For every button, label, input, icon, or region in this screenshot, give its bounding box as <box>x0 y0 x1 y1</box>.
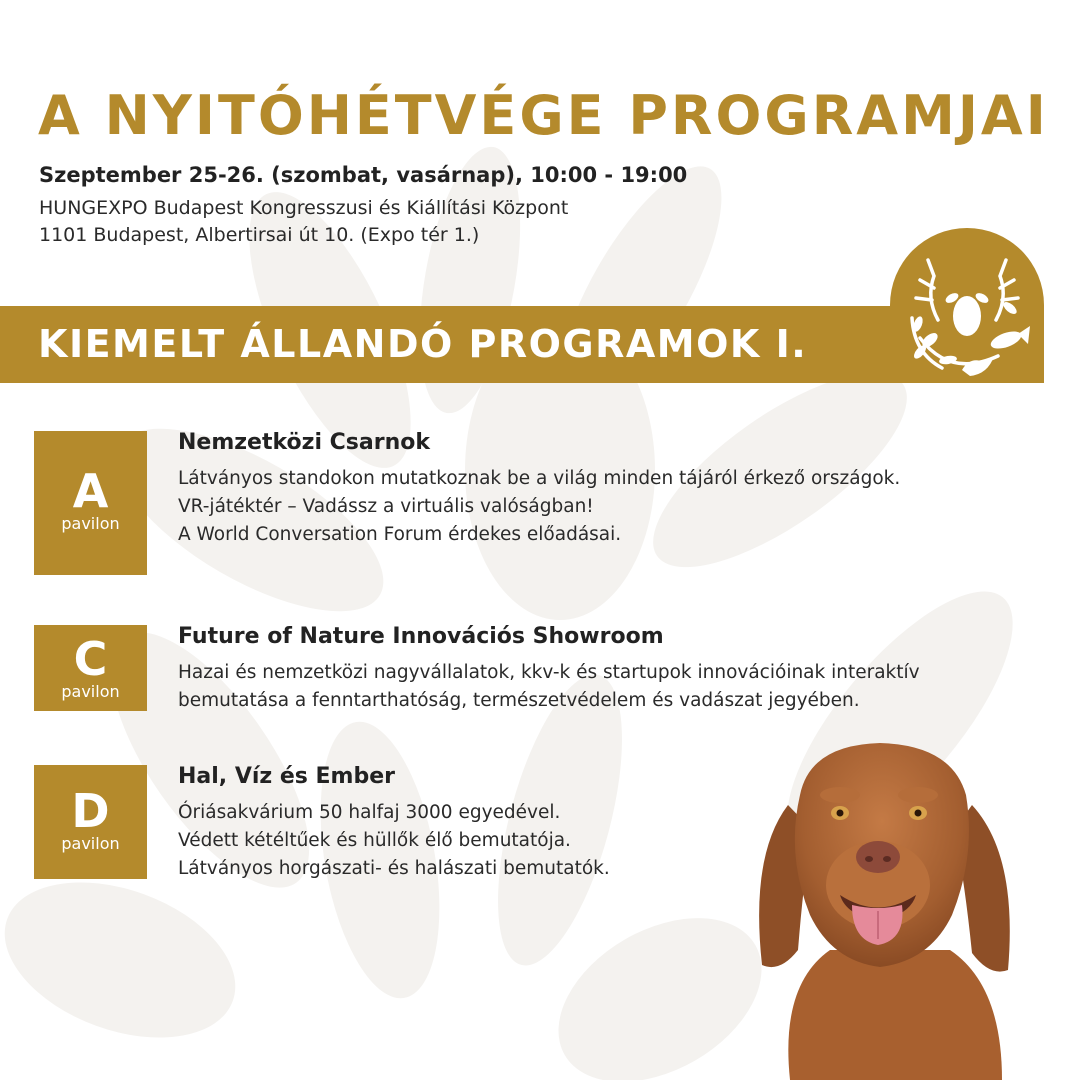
pavilion-badge-d <box>34 765 147 879</box>
program-line: A World Conversation Forum érdekes előadásai. <box>178 524 622 545</box>
pavilion-word: pavilon <box>61 682 120 701</box>
pavilion-letter: C <box>73 632 108 686</box>
page-title: A NYITÓHÉTVÉGE PROGRAMJAI <box>38 84 1049 147</box>
program-line: Látványos horgászati- és halászati bemutatók. <box>178 858 610 879</box>
program-description <box>178 799 610 883</box>
section-banner <box>0 306 1043 383</box>
vizsla-dog-image <box>740 735 1040 1080</box>
venue-address <box>39 195 568 249</box>
section-title: KIEMELT ÁLLANDÓ PROGRAMOK I. <box>38 322 808 366</box>
pavilion-letter: D <box>71 784 110 838</box>
pavilion-letter: A <box>72 464 109 518</box>
venue-name: HUNGEXPO Budapest Kongresszusi és Kiállítási Központ <box>39 197 569 219</box>
program-description <box>178 659 920 715</box>
program-line: bemutatása a fenntarthatóság, természetvédelem és vadászat jegyében. <box>178 690 860 711</box>
pavilion-badge-a <box>34 431 147 575</box>
program-title: Hal, Víz és Ember <box>178 764 395 789</box>
program-description <box>178 465 900 549</box>
street-address: 1101 Budapest, Albertirsai út 10. (Expo tér 1.) <box>39 224 480 246</box>
program-line: Óriásakvárium 50 halfaj 3000 egyedével. <box>178 802 561 823</box>
program-title: Nemzetközi Csarnok <box>178 430 431 455</box>
pavilion-word: pavilon <box>61 834 120 853</box>
program-title: Future of Nature Innovációs Showroom <box>178 624 664 649</box>
event-date: Szeptember 25-26. (szombat, vasárnap), 10:00 - 19:00 <box>39 163 688 187</box>
program-line: VR-játéktér – Vadássz a virtuális valóságban! <box>178 496 594 517</box>
program-line: Látványos standokon mutatkoznak be a világ minden tájáról érkező országok. <box>178 468 901 489</box>
pavilion-badge-c <box>34 625 147 711</box>
program-line: Védett kétéltűek és hüllők élő bemutatója. <box>178 830 571 851</box>
program-line: Hazai és nemzetközi nagyvállalatok, kkv-k és startupok innovációinak interaktív <box>178 662 920 683</box>
deer-bird-fish-wreath-emblem-icon <box>890 228 1044 383</box>
pavilion-word: pavilon <box>61 514 120 533</box>
